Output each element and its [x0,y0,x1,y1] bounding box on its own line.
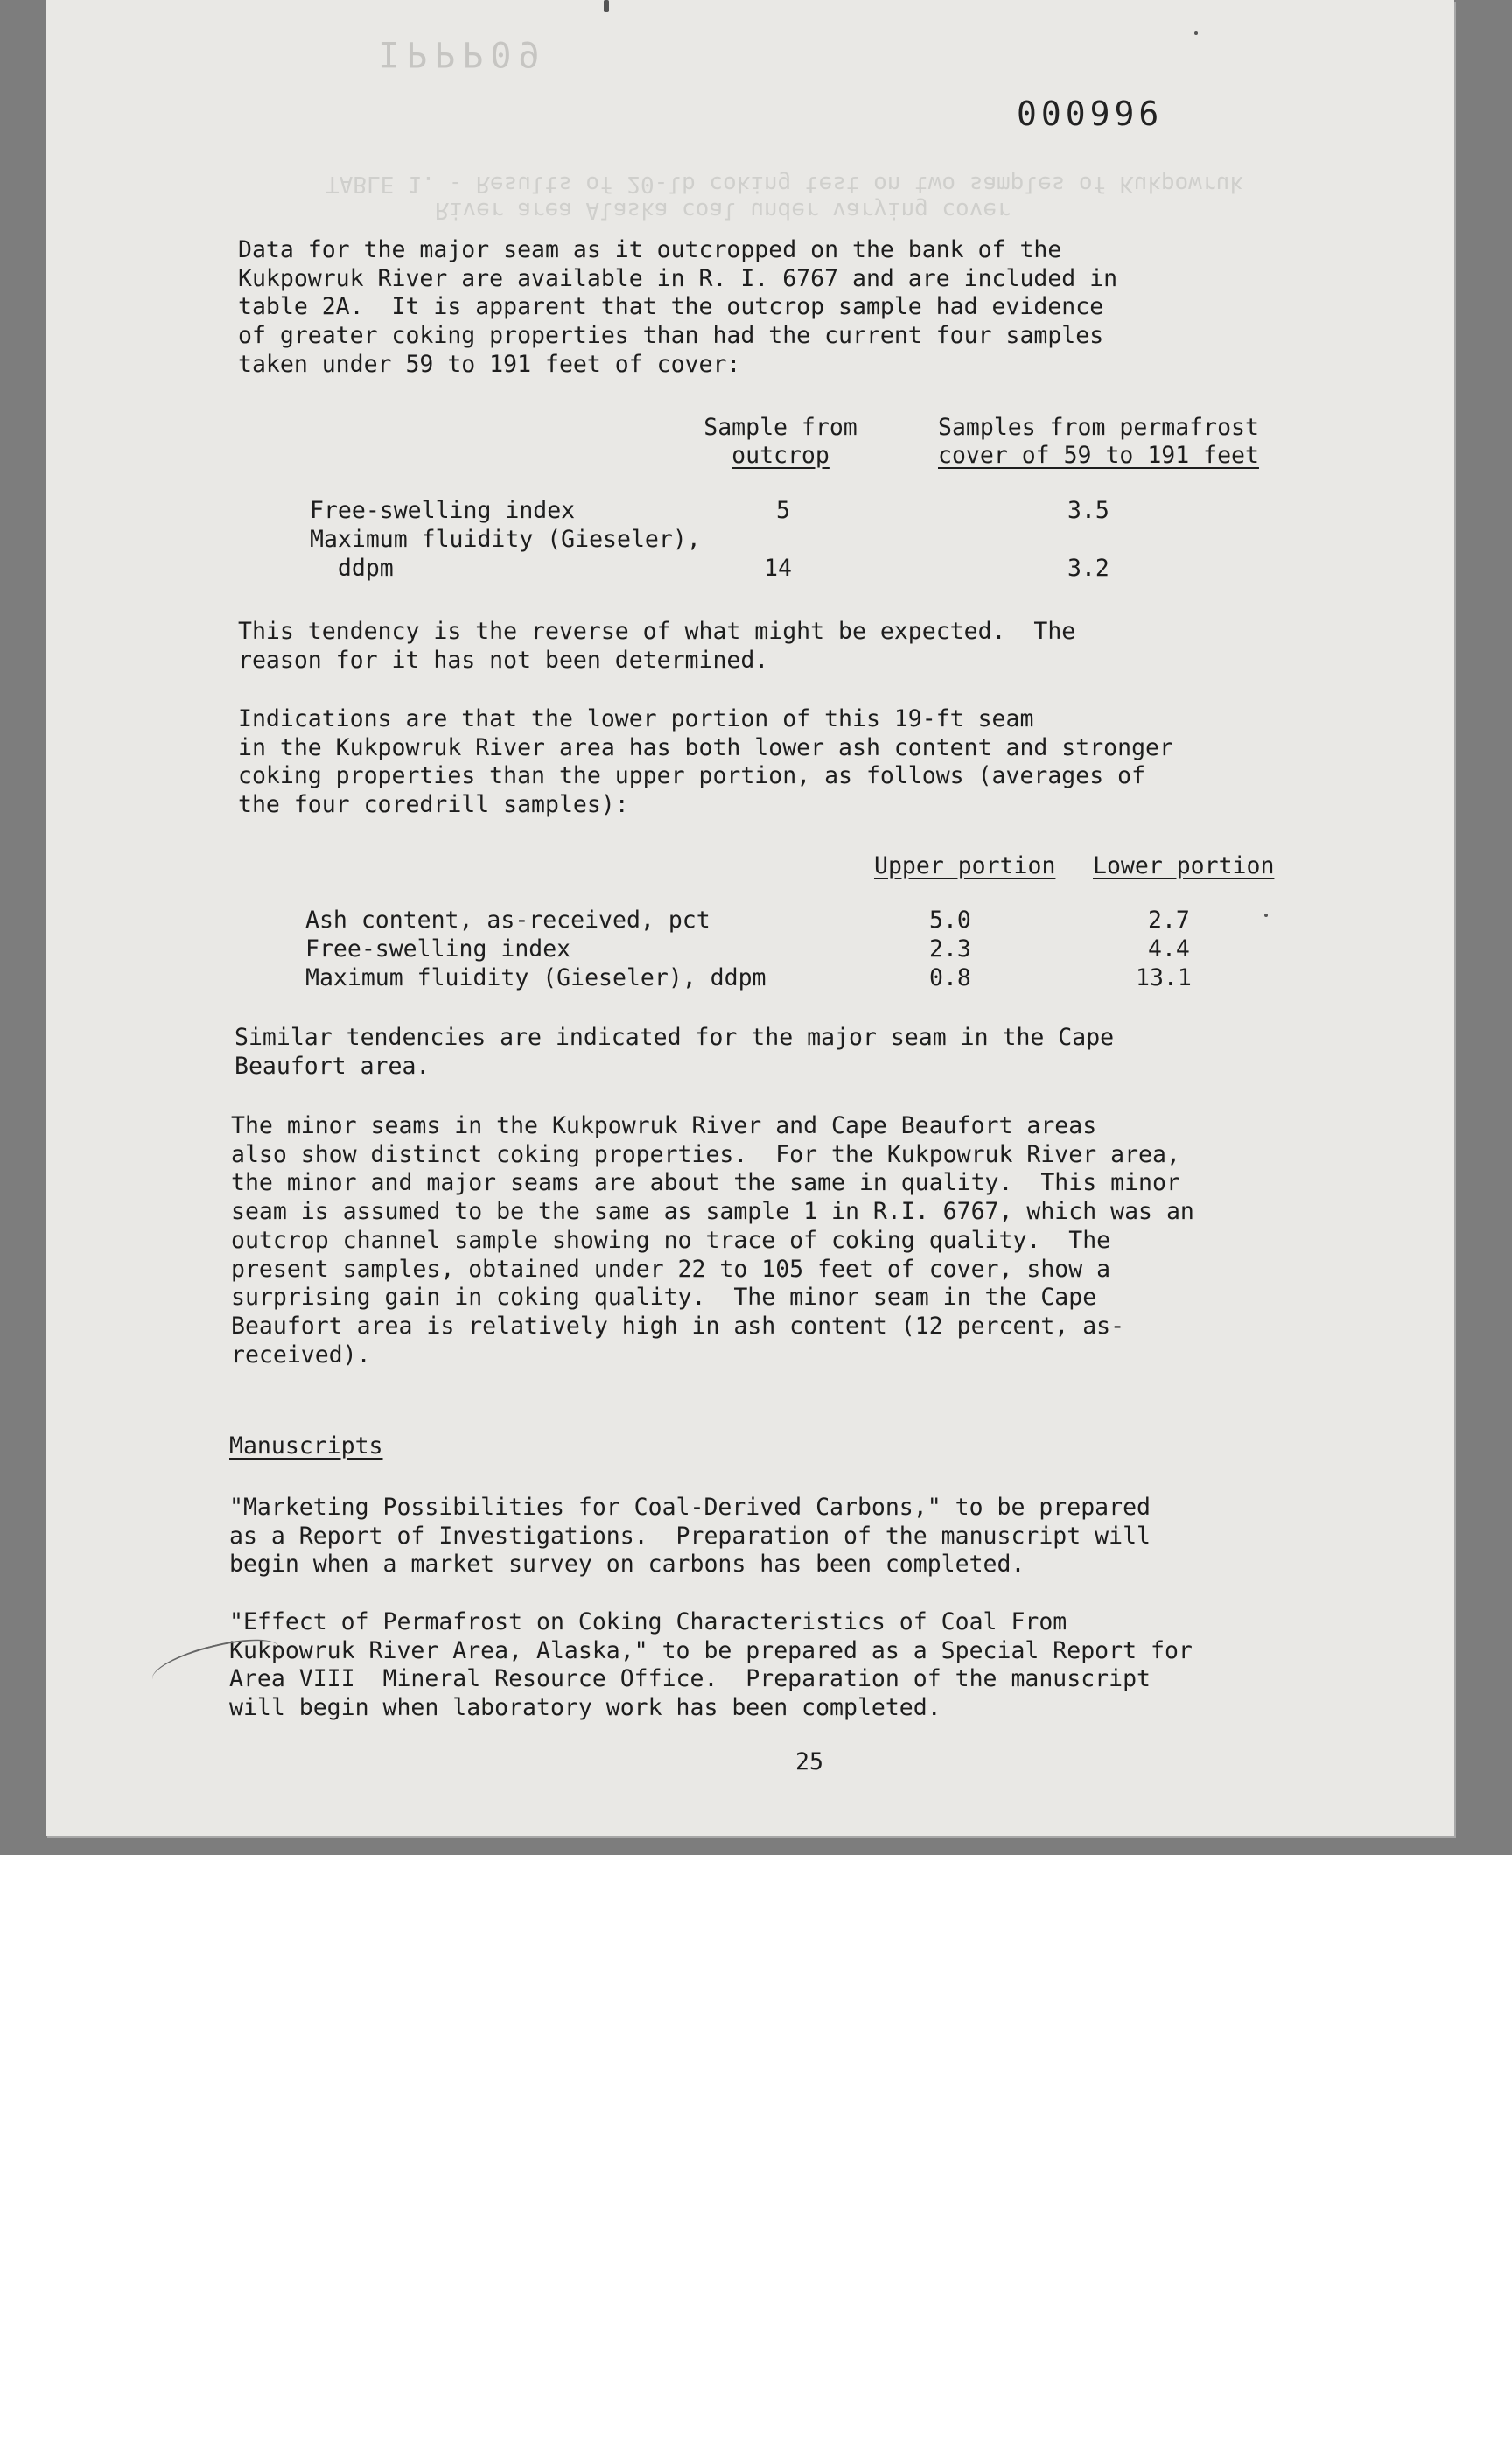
paragraph-manuscript-permafrost: "Effect of Permafrost on Coking Characteristics of Coal From Kukpowruk River Area, Alaska," to be prepared as a Special Report for Area VIII Mineral Resource Office. Preparation of the manuscript will begin when laboratory work has been completed. [229,1608,1193,1722]
table1-row-outcrop: 14 [764,555,792,582]
scan-speck [604,0,609,12]
table2-row-lower: 13.1 [1136,964,1192,991]
paragraph-cape-beaufort: Similar tendencies are indicated for the major seam in the Cape Beaufort area. [234,1024,1115,1080]
paragraph-indications: Indications are that the lower portion of this 19-ft seam in the Kukpowruk River area has both lower ash content and stronger coking properties than the upper portion, as follows (averages of the four coredrill samples): [238,705,1173,819]
scan-speck [1264,914,1268,917]
table2-row-lower: 4.4 [1148,935,1190,962]
document-stamp-number: 000996 [1017,94,1164,133]
table2-row-upper: 2.3 [929,935,971,962]
paragraph-outcrop-data: Data for the major seam as it outcropped on the bank of the Kukpowruk River are available in R. I. 6767 and are included in table 2A. It is apparent that the outcrop sample had evidence of greater coking properties than had the current four samples taken under 59 to 191 feet of cover: [238,236,1118,378]
table2-col2-header: Lower portion [1093,852,1275,879]
section-heading-manuscripts: Manuscripts [229,1432,383,1460]
table2-row-label: Maximum fluidity (Gieseler), ddpm [305,964,766,991]
table1-row-permafrost: 3.5 [1068,497,1110,524]
bleed-through-stamp: IPPP09 [378,33,547,74]
table1-row-label: Maximum fluidity (Gieseler), [310,526,701,553]
table2-row-label: Free-swelling index [305,935,571,962]
bleed-through-text: TABLE 1. - Results of 20-lb coking test on two samples of Kukpowruk [326,171,1243,197]
paragraph-minor-seams: The minor seams in the Kukpowruk River and Cape Beaufort areas also show distinct coking properties. For the Kukpowruk River area, the minor and major seams are about the same in quality. This minor seam is assumed to be the same as sample 1 in R.I. 6767, which was an outcrop channel sample showing no trace of coking quality. The present samples, obtained under 22 to 105 feet of cover, show a surprising gain in coking quality. The minor seam in the Cape Beaufort area is relatively high in ash content (12 percent, as- received). [231,1112,1194,1368]
table2-row-label: Ash content, as-received, pct [305,906,710,934]
table2-row-upper: 5.0 [929,906,971,934]
table1-row-label: Free-swelling index [310,497,576,524]
table2-col1-header: Upper portion [874,852,1056,879]
paragraph-tendency: This tendency is the reverse of what might be expected. The reason for it has not been determined. [238,618,1076,674]
table1-col2-header-line2: cover of 59 to 191 feet [938,442,1259,469]
paragraph-manuscript-marketing: "Marketing Possibilities for Coal-Derived Carbons," to be prepared as a Report of Investigations. Preparation of the manuscript will begin when a market survey on carbons has been completed. [229,1494,1151,1578]
table2-row-upper: 0.8 [929,964,971,991]
page-number: 25 [795,1748,823,1775]
table1-row-permafrost: 3.2 [1068,555,1110,582]
table1-row-outcrop: 5 [776,497,790,524]
document-page [46,0,1454,1836]
table1-col1-header-line1: Sample from [704,414,858,441]
scan-speck [1194,32,1198,35]
table2-row-lower: 2.7 [1148,906,1190,934]
bleed-through-text: River area Alaska coal under varying cover [326,197,1011,223]
table1-col1-header-line2: outcrop [732,442,830,469]
table1-col2-header-line1: Samples from permafrost [938,414,1259,441]
table1-row-label: ddpm [310,555,394,582]
